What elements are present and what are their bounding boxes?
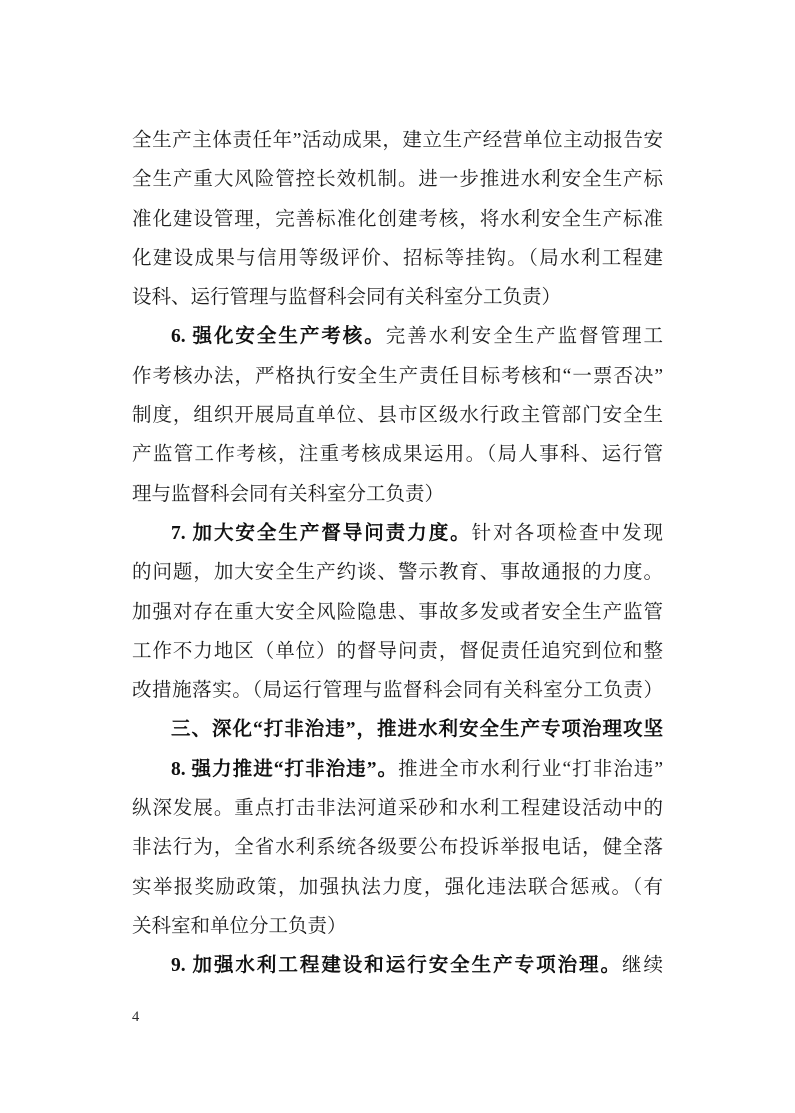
text-line [132,239,663,278]
text-run: 加强对存在重大安全风险隐患、事故多发或者安全生产监管 [132,601,663,623]
text-line [132,671,663,710]
text-run: 设科、运行管理与监督科会同有关科室分工负责） [132,287,562,309]
text-line-item-9 [132,946,663,985]
text-run: 继续 [622,955,663,977]
text-line [132,593,663,632]
page-number: 4 [132,1009,140,1025]
item-7-title-run: 7. 加大安全生产督导问责力度。 [171,522,472,544]
heading-run: 三、深化“打非治违”，推进水利安全生产专项治理攻坚 [171,719,663,741]
text-line-item-6 [132,317,663,356]
text-line-item-7 [132,514,663,553]
text-run: 关科室和单位分工负责） [132,915,347,937]
text-line [132,396,663,435]
text-line [132,160,663,199]
text-run: 化建设成果与信用等级评价、招标等挂钩。（局水利工程建 [132,247,663,269]
text-run: 全生产主体责任年”活动成果，建立生产经营单位主动报告安 [132,130,663,151]
text-run: 工作不力地区（单位）的督导问责，督促责任追究到位和整 [132,640,663,662]
text-run: 纵深发展。重点打击非法河道采砂和水利工程建设活动中的 [132,798,663,820]
item-8-title-run: 8. 强力推进“打非治违”。 [171,758,399,780]
text-line [132,868,663,907]
text-line [132,435,663,474]
text-run: 完善水利安全生产监督管理工 [385,326,663,348]
text-line [132,907,663,946]
text-line [132,828,663,867]
text-run: 非法行为，全省水利系统各级要公布投诉举报电话，健全落 [132,837,663,859]
text-run: 的问题，加大安全生产约谈、警示教育、事故通报的力度。 [132,562,663,584]
document-body [132,121,663,986]
text-line [132,121,663,160]
text-run: 产监管工作考核，注重考核成果运用。（局人事科、运行管 [132,444,663,466]
text-run: 针对各项检查中发现 [471,522,663,544]
item-6-title-run: 6. 强化安全生产考核。 [171,326,386,348]
text-run: 改措施落实。（局运行管理与监督科会同有关科室分工负责） [132,680,663,702]
text-line [132,475,663,514]
item-9-title-run: 9. 加强水利工程建设和运行安全生产专项治理。 [171,955,622,977]
text-run: 准化建设管理，完善标准化创建考核，将水利安全生产标准 [132,208,663,230]
section-3-heading [132,710,663,749]
text-line [132,789,663,828]
text-run: 理与监督科会同有关科室分工负责） [132,483,445,505]
text-line [132,632,663,671]
text-line [132,278,663,317]
text-line [132,200,663,239]
text-run: 全生产重大风险管控长效机制。进一步推进水利安全生产标 [132,169,663,191]
text-run: 制度，组织开展局直单位、县市区级水行政主管部门安全生 [132,405,663,427]
text-line [132,357,663,396]
text-run: 实举报奖励政策，加强执法力度，强化违法联合惩戒。（有 [132,876,663,898]
text-line-item-8 [132,750,663,789]
text-run: 作考核办法，严格执行安全生产责任目标考核和“一票否决” [132,365,663,387]
text-run: 推进全市水利行业“打非治违” [398,758,663,780]
text-line [132,553,663,592]
